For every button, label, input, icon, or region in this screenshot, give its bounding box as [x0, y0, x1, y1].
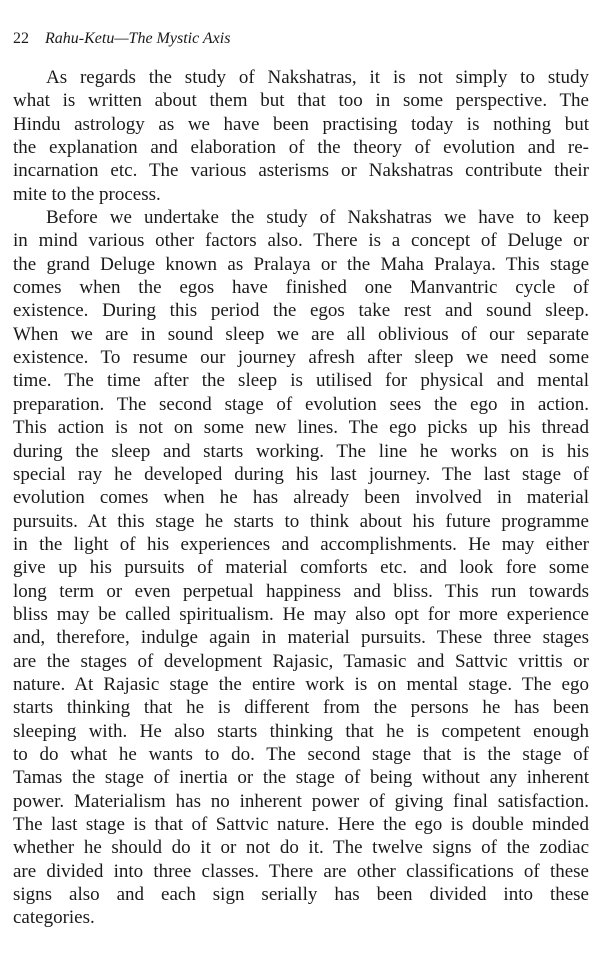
text-line: Tamas the stage of inertia or the stage of being without any inherent [13, 767, 589, 789]
text-line: bliss may be called spiritualism. He may also opt for more experience [13, 603, 589, 625]
paragraph [13, 66, 589, 206]
text-line: preparation. The second stage of evolution sees the ego in action. [13, 393, 589, 415]
text-line: incarnation etc. The various asterisms or Nakshatras contribute their [13, 160, 589, 182]
paragraph [13, 206, 589, 930]
text-line: power. Materialism has no inherent power of giving final satisfaction. [13, 790, 589, 812]
text-line: pursuits. At this stage he starts to think about his future programme [13, 510, 589, 532]
text-line: in mind various other factors also. There is a concept of Deluge or [13, 230, 589, 252]
running-header [13, 30, 230, 48]
text-line: and, therefore, indulge again in material pursuits. These three stages [13, 627, 589, 649]
text-line: starts thinking that he is different from the persons he has been [13, 697, 589, 719]
text-line: This action is not on some new lines. The ego picks up his thread [13, 417, 589, 439]
text-line: are divided into three classes. There are other classifications of these [13, 860, 589, 882]
text-line: Hindu astrology as we have been practising today is nothing but [13, 113, 589, 135]
text-line: Before we undertake the study of Nakshatras we have to keep [46, 207, 589, 229]
text-line: during the sleep and starts working. The line he works on is his [13, 440, 589, 462]
text-line: the grand Deluge known as Pralaya or the Maha Pralaya. This stage [13, 253, 589, 275]
text-line: time. The time after the sleep is utilised for physical and mental [13, 370, 589, 392]
text-line: special ray he developed during his last journey. The last stage of [13, 463, 589, 485]
text-line: signs also and each sign serially has been divided into these [13, 884, 589, 906]
text-line: existence. During this period the egos take rest and sound sleep. [13, 300, 589, 322]
text-line: comes when the egos have finished one Manvantric cycle of [13, 277, 589, 299]
running-title: Rahu-Ketu—The Mystic Axis [45, 30, 231, 47]
text-line: the explanation and elaboration of the theory of evolution and re- [13, 137, 589, 159]
text-line: categories. [13, 907, 95, 929]
text-line: existence. To resume our journey afresh after sleep we need some [13, 347, 589, 369]
text-line: what is written about them but that too in some perspective. The [13, 90, 589, 112]
text-line: whether he should do it or not do it. The twelve signs of the zodiac [13, 837, 589, 859]
text-line: long term or even perpetual happiness and bliss. This run towards [13, 580, 589, 602]
page-number: 22 [13, 30, 29, 47]
text-line: are the stages of development Rajasic, Tamasic and Sattvic vrittis or [13, 650, 589, 672]
text-line: The last stage is that of Sattvic nature. Here the ego is double minded [13, 814, 589, 835]
text-line: evolution comes when he has already been involved in material [13, 487, 589, 509]
text-line: to do what he wants to do. The second stage that is the stage of [13, 743, 589, 765]
text-line: sleeping with. He also starts thinking that he is competent enough [13, 720, 589, 742]
text-line: When we are in sound sleep we are all oblivious of our separate [13, 323, 589, 345]
text-line: in the light of his experiences and accomplishments. He may either [13, 533, 589, 555]
text-line: mite to the process. [13, 183, 161, 205]
text-line: As regards the study of Nakshatras, it is not simply to study [46, 67, 589, 88]
text-line: give up his pursuits of material comforts etc. and look fore some [13, 557, 589, 579]
text-line: nature. At Rajasic stage the entire work is on mental stage. The ego [13, 673, 589, 695]
body-text [13, 66, 589, 930]
